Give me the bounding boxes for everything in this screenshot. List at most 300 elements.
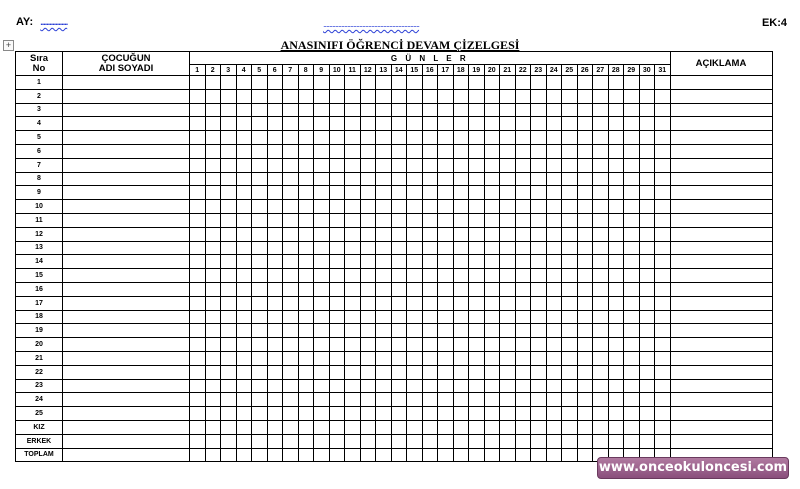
attendance-cell[interactable]: [562, 103, 578, 117]
summary-cell[interactable]: [360, 420, 376, 434]
attendance-cell[interactable]: [360, 379, 376, 393]
attendance-cell[interactable]: [360, 282, 376, 296]
attendance-cell[interactable]: [267, 144, 283, 158]
attendance-cell[interactable]: [546, 172, 562, 186]
attendance-cell[interactable]: [562, 407, 578, 421]
notes-cell[interactable]: [670, 131, 772, 145]
attendance-cell[interactable]: [205, 282, 221, 296]
attendance-cell[interactable]: [531, 186, 547, 200]
attendance-cell[interactable]: [298, 131, 314, 145]
attendance-cell[interactable]: [236, 213, 252, 227]
attendance-cell[interactable]: [515, 227, 531, 241]
attendance-cell[interactable]: [283, 324, 299, 338]
attendance-cell[interactable]: [531, 117, 547, 131]
summary-cell[interactable]: [407, 420, 423, 434]
attendance-cell[interactable]: [577, 393, 593, 407]
attendance-cell[interactable]: [283, 393, 299, 407]
attendance-cell[interactable]: [593, 131, 609, 145]
notes-cell[interactable]: [670, 269, 772, 283]
attendance-cell[interactable]: [314, 241, 330, 255]
summary-cell[interactable]: [329, 448, 345, 462]
attendance-cell[interactable]: [453, 338, 469, 352]
attendance-cell[interactable]: [531, 172, 547, 186]
attendance-cell[interactable]: [438, 172, 454, 186]
attendance-cell[interactable]: [453, 296, 469, 310]
attendance-cell[interactable]: [407, 241, 423, 255]
notes-cell[interactable]: [670, 144, 772, 158]
attendance-cell[interactable]: [469, 76, 485, 90]
attendance-cell[interactable]: [515, 393, 531, 407]
attendance-cell[interactable]: [360, 172, 376, 186]
attendance-cell[interactable]: [624, 186, 640, 200]
attendance-cell[interactable]: [407, 269, 423, 283]
student-name-cell[interactable]: [63, 131, 190, 145]
attendance-cell[interactable]: [608, 241, 624, 255]
attendance-cell[interactable]: [624, 269, 640, 283]
attendance-cell[interactable]: [345, 282, 361, 296]
attendance-cell[interactable]: [562, 241, 578, 255]
attendance-cell[interactable]: [608, 76, 624, 90]
attendance-cell[interactable]: [283, 117, 299, 131]
attendance-cell[interactable]: [546, 296, 562, 310]
attendance-cell[interactable]: [546, 379, 562, 393]
attendance-cell[interactable]: [484, 324, 500, 338]
attendance-cell[interactable]: [546, 324, 562, 338]
attendance-cell[interactable]: [221, 89, 237, 103]
attendance-cell[interactable]: [515, 324, 531, 338]
attendance-cell[interactable]: [314, 407, 330, 421]
attendance-cell[interactable]: [391, 269, 407, 283]
attendance-cell[interactable]: [314, 117, 330, 131]
attendance-cell[interactable]: [624, 103, 640, 117]
student-name-cell[interactable]: [63, 76, 190, 90]
attendance-cell[interactable]: [283, 158, 299, 172]
attendance-cell[interactable]: [267, 282, 283, 296]
attendance-cell[interactable]: [283, 131, 299, 145]
attendance-cell[interactable]: [205, 131, 221, 145]
attendance-cell[interactable]: [283, 144, 299, 158]
attendance-cell[interactable]: [252, 324, 268, 338]
attendance-cell[interactable]: [345, 76, 361, 90]
attendance-cell[interactable]: [407, 255, 423, 269]
attendance-cell[interactable]: [252, 407, 268, 421]
attendance-cell[interactable]: [236, 365, 252, 379]
attendance-cell[interactable]: [283, 89, 299, 103]
attendance-cell[interactable]: [422, 310, 438, 324]
attendance-cell[interactable]: [484, 172, 500, 186]
attendance-cell[interactable]: [639, 379, 655, 393]
attendance-cell[interactable]: [438, 144, 454, 158]
attendance-cell[interactable]: [298, 241, 314, 255]
attendance-cell[interactable]: [562, 89, 578, 103]
attendance-cell[interactable]: [469, 213, 485, 227]
attendance-cell[interactable]: [639, 351, 655, 365]
attendance-cell[interactable]: [500, 186, 516, 200]
attendance-cell[interactable]: [345, 255, 361, 269]
attendance-cell[interactable]: [376, 324, 392, 338]
summary-cell[interactable]: [376, 434, 392, 448]
summary-cell[interactable]: [314, 420, 330, 434]
attendance-cell[interactable]: [639, 296, 655, 310]
attendance-cell[interactable]: [267, 379, 283, 393]
attendance-cell[interactable]: [407, 351, 423, 365]
attendance-cell[interactable]: [469, 227, 485, 241]
attendance-cell[interactable]: [314, 351, 330, 365]
attendance-cell[interactable]: [298, 255, 314, 269]
attendance-cell[interactable]: [531, 365, 547, 379]
attendance-cell[interactable]: [577, 269, 593, 283]
attendance-cell[interactable]: [422, 269, 438, 283]
attendance-cell[interactable]: [639, 144, 655, 158]
attendance-cell[interactable]: [624, 213, 640, 227]
attendance-cell[interactable]: [562, 158, 578, 172]
attendance-cell[interactable]: [515, 282, 531, 296]
attendance-cell[interactable]: [360, 144, 376, 158]
attendance-cell[interactable]: [221, 117, 237, 131]
attendance-cell[interactable]: [236, 131, 252, 145]
attendance-cell[interactable]: [655, 213, 671, 227]
summary-cell[interactable]: [345, 434, 361, 448]
attendance-cell[interactable]: [562, 365, 578, 379]
attendance-cell[interactable]: [577, 117, 593, 131]
attendance-cell[interactable]: [577, 282, 593, 296]
attendance-cell[interactable]: [376, 131, 392, 145]
attendance-cell[interactable]: [453, 393, 469, 407]
attendance-cell[interactable]: [655, 131, 671, 145]
attendance-cell[interactable]: [407, 117, 423, 131]
summary-cell[interactable]: [515, 434, 531, 448]
attendance-cell[interactable]: [562, 310, 578, 324]
attendance-cell[interactable]: [314, 324, 330, 338]
attendance-cell[interactable]: [376, 255, 392, 269]
attendance-cell[interactable]: [407, 131, 423, 145]
attendance-cell[interactable]: [360, 407, 376, 421]
attendance-cell[interactable]: [608, 172, 624, 186]
attendance-cell[interactable]: [531, 338, 547, 352]
attendance-cell[interactable]: [484, 200, 500, 214]
summary-cell[interactable]: [391, 420, 407, 434]
attendance-cell[interactable]: [205, 200, 221, 214]
attendance-cell[interactable]: [329, 144, 345, 158]
summary-cell[interactable]: [577, 420, 593, 434]
notes-cell[interactable]: [670, 393, 772, 407]
attendance-cell[interactable]: [422, 282, 438, 296]
attendance-cell[interactable]: [190, 117, 206, 131]
notes-cell[interactable]: [670, 227, 772, 241]
attendance-cell[interactable]: [345, 227, 361, 241]
attendance-cell[interactable]: [608, 158, 624, 172]
summary-cell[interactable]: [438, 448, 454, 462]
attendance-cell[interactable]: [422, 338, 438, 352]
attendance-cell[interactable]: [205, 89, 221, 103]
attendance-cell[interactable]: [391, 310, 407, 324]
attendance-cell[interactable]: [453, 158, 469, 172]
attendance-cell[interactable]: [314, 131, 330, 145]
attendance-cell[interactable]: [221, 213, 237, 227]
summary-cell[interactable]: [422, 448, 438, 462]
attendance-cell[interactable]: [376, 365, 392, 379]
student-name-cell[interactable]: [63, 103, 190, 117]
summary-cell[interactable]: [252, 434, 268, 448]
attendance-cell[interactable]: [205, 241, 221, 255]
attendance-cell[interactable]: [360, 200, 376, 214]
summary-cell[interactable]: [500, 448, 516, 462]
attendance-cell[interactable]: [453, 379, 469, 393]
attendance-cell[interactable]: [391, 172, 407, 186]
attendance-cell[interactable]: [205, 158, 221, 172]
attendance-cell[interactable]: [500, 144, 516, 158]
attendance-cell[interactable]: [422, 296, 438, 310]
attendance-cell[interactable]: [252, 117, 268, 131]
attendance-cell[interactable]: [469, 103, 485, 117]
attendance-cell[interactable]: [407, 227, 423, 241]
attendance-cell[interactable]: [624, 241, 640, 255]
attendance-cell[interactable]: [453, 255, 469, 269]
attendance-cell[interactable]: [484, 338, 500, 352]
attendance-cell[interactable]: [453, 144, 469, 158]
notes-cell[interactable]: [670, 158, 772, 172]
attendance-cell[interactable]: [608, 407, 624, 421]
attendance-cell[interactable]: [252, 76, 268, 90]
attendance-cell[interactable]: [345, 310, 361, 324]
attendance-cell[interactable]: [360, 117, 376, 131]
attendance-cell[interactable]: [562, 393, 578, 407]
attendance-cell[interactable]: [469, 255, 485, 269]
attendance-cell[interactable]: [500, 255, 516, 269]
summary-name-cell[interactable]: [63, 420, 190, 434]
attendance-cell[interactable]: [422, 241, 438, 255]
attendance-cell[interactable]: [562, 255, 578, 269]
attendance-cell[interactable]: [329, 227, 345, 241]
attendance-cell[interactable]: [438, 407, 454, 421]
summary-cell[interactable]: [655, 420, 671, 434]
attendance-cell[interactable]: [608, 213, 624, 227]
attendance-cell[interactable]: [624, 76, 640, 90]
summary-cell[interactable]: [267, 448, 283, 462]
attendance-cell[interactable]: [391, 296, 407, 310]
attendance-cell[interactable]: [500, 89, 516, 103]
summary-notes-cell[interactable]: [670, 434, 772, 448]
summary-cell[interactable]: [546, 434, 562, 448]
attendance-cell[interactable]: [252, 89, 268, 103]
attendance-cell[interactable]: [236, 76, 252, 90]
summary-cell[interactable]: [329, 420, 345, 434]
attendance-cell[interactable]: [655, 200, 671, 214]
attendance-cell[interactable]: [329, 158, 345, 172]
attendance-cell[interactable]: [608, 255, 624, 269]
attendance-cell[interactable]: [267, 407, 283, 421]
attendance-cell[interactable]: [469, 324, 485, 338]
attendance-cell[interactable]: [438, 393, 454, 407]
attendance-cell[interactable]: [252, 200, 268, 214]
attendance-cell[interactable]: [469, 269, 485, 283]
attendance-cell[interactable]: [267, 117, 283, 131]
attendance-cell[interactable]: [515, 76, 531, 90]
attendance-cell[interactable]: [624, 365, 640, 379]
attendance-cell[interactable]: [345, 379, 361, 393]
attendance-cell[interactable]: [407, 103, 423, 117]
attendance-cell[interactable]: [655, 296, 671, 310]
attendance-cell[interactable]: [314, 310, 330, 324]
attendance-cell[interactable]: [655, 351, 671, 365]
attendance-cell[interactable]: [221, 365, 237, 379]
attendance-cell[interactable]: [546, 186, 562, 200]
attendance-cell[interactable]: [438, 269, 454, 283]
notes-cell[interactable]: [670, 379, 772, 393]
attendance-cell[interactable]: [345, 200, 361, 214]
attendance-cell[interactable]: [515, 351, 531, 365]
student-name-cell[interactable]: [63, 379, 190, 393]
attendance-cell[interactable]: [655, 117, 671, 131]
attendance-cell[interactable]: [283, 351, 299, 365]
attendance-cell[interactable]: [469, 282, 485, 296]
attendance-cell[interactable]: [298, 200, 314, 214]
attendance-cell[interactable]: [314, 103, 330, 117]
attendance-cell[interactable]: [422, 407, 438, 421]
attendance-cell[interactable]: [438, 379, 454, 393]
attendance-cell[interactable]: [608, 324, 624, 338]
attendance-cell[interactable]: [391, 117, 407, 131]
attendance-cell[interactable]: [639, 393, 655, 407]
attendance-cell[interactable]: [515, 131, 531, 145]
attendance-cell[interactable]: [515, 186, 531, 200]
attendance-cell[interactable]: [360, 103, 376, 117]
attendance-cell[interactable]: [438, 282, 454, 296]
attendance-cell[interactable]: [453, 89, 469, 103]
attendance-cell[interactable]: [469, 241, 485, 255]
attendance-cell[interactable]: [329, 76, 345, 90]
attendance-cell[interactable]: [531, 103, 547, 117]
attendance-cell[interactable]: [639, 172, 655, 186]
attendance-cell[interactable]: [531, 255, 547, 269]
attendance-cell[interactable]: [205, 407, 221, 421]
attendance-cell[interactable]: [639, 365, 655, 379]
summary-cell[interactable]: [221, 420, 237, 434]
attendance-cell[interactable]: [546, 227, 562, 241]
attendance-cell[interactable]: [562, 379, 578, 393]
attendance-cell[interactable]: [360, 227, 376, 241]
attendance-cell[interactable]: [221, 379, 237, 393]
attendance-cell[interactable]: [205, 310, 221, 324]
attendance-cell[interactable]: [298, 324, 314, 338]
attendance-cell[interactable]: [298, 407, 314, 421]
attendance-cell[interactable]: [515, 117, 531, 131]
attendance-cell[interactable]: [422, 117, 438, 131]
summary-cell[interactable]: [407, 434, 423, 448]
summary-cell[interactable]: [577, 434, 593, 448]
attendance-cell[interactable]: [267, 186, 283, 200]
attendance-cell[interactable]: [407, 89, 423, 103]
attendance-cell[interactable]: [252, 144, 268, 158]
student-name-cell[interactable]: [63, 282, 190, 296]
attendance-cell[interactable]: [314, 158, 330, 172]
student-name-cell[interactable]: [63, 89, 190, 103]
attendance-cell[interactable]: [205, 186, 221, 200]
attendance-cell[interactable]: [562, 186, 578, 200]
attendance-cell[interactable]: [639, 241, 655, 255]
attendance-cell[interactable]: [453, 213, 469, 227]
attendance-cell[interactable]: [221, 296, 237, 310]
attendance-cell[interactable]: [329, 269, 345, 283]
attendance-cell[interactable]: [546, 200, 562, 214]
attendance-cell[interactable]: [190, 351, 206, 365]
attendance-cell[interactable]: [515, 241, 531, 255]
attendance-cell[interactable]: [453, 200, 469, 214]
attendance-cell[interactable]: [360, 89, 376, 103]
attendance-cell[interactable]: [205, 144, 221, 158]
attendance-cell[interactable]: [407, 365, 423, 379]
attendance-cell[interactable]: [252, 227, 268, 241]
attendance-cell[interactable]: [515, 144, 531, 158]
attendance-cell[interactable]: [500, 172, 516, 186]
attendance-cell[interactable]: [484, 255, 500, 269]
attendance-cell[interactable]: [639, 158, 655, 172]
attendance-cell[interactable]: [221, 407, 237, 421]
attendance-cell[interactable]: [577, 144, 593, 158]
attendance-cell[interactable]: [593, 213, 609, 227]
attendance-cell[interactable]: [593, 117, 609, 131]
attendance-cell[interactable]: [190, 76, 206, 90]
attendance-cell[interactable]: [577, 227, 593, 241]
summary-cell[interactable]: [624, 420, 640, 434]
summary-cell[interactable]: [639, 434, 655, 448]
attendance-cell[interactable]: [515, 103, 531, 117]
attendance-cell[interactable]: [577, 186, 593, 200]
notes-cell[interactable]: [670, 365, 772, 379]
notes-cell[interactable]: [670, 282, 772, 296]
attendance-cell[interactable]: [500, 407, 516, 421]
attendance-cell[interactable]: [639, 227, 655, 241]
attendance-cell[interactable]: [655, 172, 671, 186]
attendance-cell[interactable]: [190, 89, 206, 103]
attendance-cell[interactable]: [515, 213, 531, 227]
attendance-cell[interactable]: [236, 227, 252, 241]
attendance-cell[interactable]: [190, 103, 206, 117]
attendance-cell[interactable]: [236, 200, 252, 214]
attendance-cell[interactable]: [484, 76, 500, 90]
attendance-cell[interactable]: [484, 227, 500, 241]
attendance-cell[interactable]: [314, 255, 330, 269]
attendance-cell[interactable]: [453, 241, 469, 255]
attendance-cell[interactable]: [422, 131, 438, 145]
attendance-cell[interactable]: [236, 158, 252, 172]
attendance-cell[interactable]: [267, 365, 283, 379]
attendance-cell[interactable]: [345, 393, 361, 407]
attendance-cell[interactable]: [205, 255, 221, 269]
attendance-cell[interactable]: [655, 103, 671, 117]
attendance-cell[interactable]: [376, 282, 392, 296]
student-name-cell[interactable]: [63, 241, 190, 255]
attendance-cell[interactable]: [391, 103, 407, 117]
attendance-cell[interactable]: [205, 351, 221, 365]
attendance-cell[interactable]: [283, 310, 299, 324]
summary-cell[interactable]: [608, 420, 624, 434]
attendance-cell[interactable]: [314, 227, 330, 241]
attendance-cell[interactable]: [639, 200, 655, 214]
student-name-cell[interactable]: [63, 310, 190, 324]
attendance-cell[interactable]: [422, 365, 438, 379]
attendance-cell[interactable]: [329, 351, 345, 365]
summary-cell[interactable]: [422, 420, 438, 434]
attendance-cell[interactable]: [236, 241, 252, 255]
attendance-cell[interactable]: [283, 103, 299, 117]
attendance-cell[interactable]: [562, 213, 578, 227]
attendance-cell[interactable]: [283, 76, 299, 90]
attendance-cell[interactable]: [593, 324, 609, 338]
summary-cell[interactable]: [283, 420, 299, 434]
attendance-cell[interactable]: [608, 117, 624, 131]
attendance-cell[interactable]: [360, 158, 376, 172]
